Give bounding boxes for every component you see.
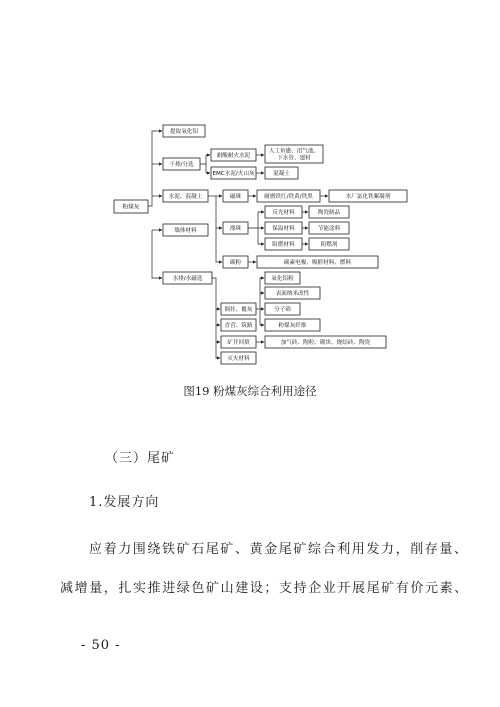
node-ceramic: [309, 206, 349, 218]
svg-text:水排/水磁选: 水排/水磁选: [172, 276, 203, 282]
svg-text:干排/分选: 干排/分选: [169, 162, 194, 168]
svg-text:混凝土: 混凝土: [273, 171, 290, 177]
svg-text:灭火材料: 灭火材料: [227, 356, 250, 362]
node-artificial: [265, 145, 323, 163]
svg-text:分子筛: 分子筛: [274, 307, 291, 313]
svg-text:阻燃材料: 阻燃材料: [272, 242, 295, 248]
paragraph-line-1: 应着力围绕铁矿石尾矿、黄金尾矿综合利用发力，削存量、: [89, 542, 469, 557]
node-insulation: [265, 222, 302, 234]
node-coating: [309, 222, 349, 234]
svg-text:矿井回填: 矿井回填: [227, 340, 250, 346]
node-floating: [223, 222, 248, 234]
svg-text:磁珠: 磁珠: [229, 194, 242, 200]
svg-text:氧化铝粉: 氧化铝粉: [271, 276, 294, 282]
svg-text:粉煤灰纤维: 粉煤灰纤维: [278, 323, 307, 329]
svg-text:粉煤灰: 粉煤灰: [122, 204, 140, 211]
svg-text:表面纳米改性: 表面纳米改性: [275, 291, 310, 297]
node-flame-agent: [309, 238, 349, 250]
svg-text:水厂氯化铁絮凝剂: 水厂氯化铁絮凝剂: [345, 194, 391, 200]
node-wet: [163, 272, 212, 284]
section-heading: （三）尾矿: [105, 451, 176, 466]
node-flame-material: [265, 238, 302, 250]
svg-text:反光材料: 反光材料: [272, 210, 295, 216]
node-dry: [163, 158, 200, 170]
node-cement: [163, 190, 208, 202]
svg-text:EMC水泥/火山灰: EMC水泥/火山灰: [212, 171, 255, 177]
node-fiber: [265, 319, 320, 331]
svg-text:阻燃剂: 阻燃剂: [320, 242, 338, 248]
svg-text:下水管、建材: 下水管、建材: [277, 155, 311, 162]
node-fill: [221, 303, 256, 315]
node-reflective: [265, 206, 302, 218]
svg-text:陶瓷制品: 陶瓷制品: [317, 210, 341, 216]
node-iron: [257, 190, 320, 202]
svg-text:倒挂、覆灰: 倒挂、覆灰: [224, 307, 253, 313]
node-refractory: [211, 149, 256, 161]
node-root: [114, 200, 148, 213]
svg-text:漂珠: 漂珠: [229, 226, 242, 232]
node-concrete: [265, 167, 298, 179]
node-carbon: [223, 256, 248, 268]
svg-text:碳素电极、吸附材料、燃料: 碳素电极、吸附材料、燃料: [283, 260, 352, 266]
node-activated: [257, 256, 378, 268]
node-road: [221, 319, 256, 331]
node-molecular: [265, 303, 300, 315]
svg-text:碳粉: 碳粉: [229, 260, 242, 266]
figure-caption: 图19 粉煤灰综合利用途径: [183, 384, 317, 398]
svg-text:保温材料: 保温材料: [272, 226, 295, 232]
node-alumina: [163, 125, 205, 137]
node-alumina-powder: [265, 272, 300, 284]
svg-text:耐酸耐火水泥: 耐酸耐火水泥: [216, 153, 251, 159]
node-nano: [265, 287, 320, 299]
node-flocculant: [329, 190, 407, 202]
svg-text:人工鱼礁、沼气池、: 人工鱼礁、沼气池、: [268, 148, 320, 155]
subheading: 1.发展方向: [89, 495, 160, 510]
node-fire: [221, 352, 256, 364]
paragraph-line-2: 减增量，扎实推进绿色矿山建设；支持企业开展尾矿有价元素、: [60, 581, 469, 596]
svg-text:墙体材料: 墙体材料: [174, 228, 197, 234]
svg-text:加气砖、陶粒、砌块、烧结砖、陶瓷: 加气砖、陶粒、砌块、烧结砖、陶瓷: [280, 340, 371, 346]
svg-text:水泥、混凝土: 水泥、混凝土: [168, 194, 203, 200]
svg-text:直营、筑路: 直营、筑路: [224, 323, 253, 329]
svg-text:节能涂料: 节能涂料: [317, 226, 341, 232]
node-wall: [163, 224, 208, 236]
node-emc: [211, 167, 256, 179]
node-lightweight: [265, 336, 386, 348]
svg-text:提取氧化铝: 提取氧化铝: [170, 129, 198, 135]
svg-text:耐磨铁红/铁黄/铁黑: 耐磨铁红/铁黄/铁黑: [264, 194, 313, 200]
node-magnetic: [223, 190, 248, 202]
page-number: - 50 -: [81, 638, 121, 653]
node-mine: [221, 336, 256, 348]
